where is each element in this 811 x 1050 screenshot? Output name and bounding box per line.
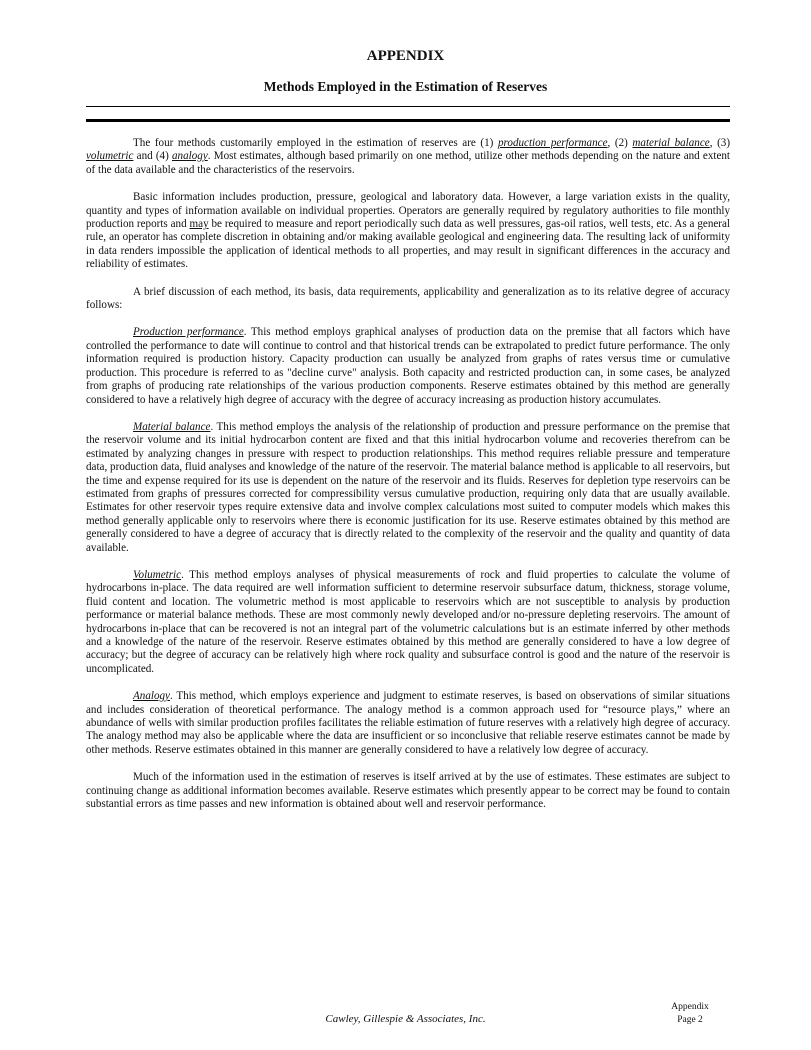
document-body: [86, 137, 730, 825]
text-run: The four methods customarily employed in the estimation of reserves are (1): [133, 137, 498, 149]
text-run: , (3): [709, 137, 731, 149]
footer-page-number: Page 2: [677, 1015, 703, 1025]
text-run: Basic information includes production, pressure, geological and laboratory data. However, a large variation exists in the quality, quantity and types of information available on individual properties. Operators are generally required by regulatory authorities to file monthly production reports and: [86, 191, 730, 231]
paragraph-volumetric: [86, 569, 730, 676]
paragraph-closing: Much of the information used in the estimation of reserves is itself arrived at by the use of estimates. These estimates are subject to continuing change as additional information becomes available. Reserve estimates which presently appear to be correct may be found to contain substantial errors as time passes and new information is obtained about well and reservoir performance.: [86, 771, 730, 811]
text-run: . This method employs graphical analyses of production data on the premise that all factors which have controlled the performance to date will continue to control and that historical trends can be extrapolated to predict future performance. The only information required is production history. Capacity production can usually be analyzed from graphs of rates versus time or cumulative production. This procedure is referred to as "decline curve" analysis. Both capacity and restricted production can, in some cases, be analyzed from graphs of producing rate relationships of the various production components. Reserve estimates obtained by this method are generally considered to have a relatively high degree of accuracy with the degree of accuracy increasing as production history accumulates.: [86, 326, 731, 406]
text-run: . Most estimates, although based primarily on one method, utilize other methods depending on the nature and extent of the data available and the characteristics of the reservoirs.: [86, 150, 731, 176]
footer-company: Cawley, Gillespie & Associates, Inc.: [325, 1013, 486, 1025]
paragraph-basic-information: [86, 191, 730, 271]
section-heading: Volumetric: [133, 568, 182, 581]
header-rule-thin: [86, 106, 730, 107]
footer-section-label: Appendix: [671, 1002, 709, 1012]
text-run: . This method, which employs experience and judgment to estimate reserves, is based on observations of similar situations and includes consideration of theoretical performance. The analogy method is a common approach used for “resource plays,” where an abundance of wells with similar production profiles facilitates the reliable estimation of future reserves with a relatively high degree of accuracy. The analogy method may also be applicable where the data are insufficient or so inconclusive that reliable reserve estimates cannot be made by other methods. Reserve estimates obtained in this manner are generally considered to have a relatively low degree of accuracy.: [86, 690, 730, 756]
text-run: , (2): [607, 137, 633, 149]
text-run: and (4): [133, 150, 172, 163]
footer-page-info: [650, 1001, 730, 1027]
section-heading: Analogy: [133, 690, 170, 703]
paragraph-intro: [86, 137, 730, 177]
section-heading: Production performance: [133, 326, 244, 339]
text-run: be required to measure and report periodically such data as well pressures, gas-oil ratios, well tests, etc. As a general rule, an operator has complete discretion in obtaining and/or making available geological and engineering data. The resulting lack of uniformity in data renders impossible the application of identical methods to all properties, and may result in significant differences in the accuracy and reliability of estimates.: [86, 218, 730, 271]
text-run: . This method employs the analysis of the relationship of production and pressure performance on the premise that the reservoir volume and its initial hydrocarbon content are fixed and that this initial hydrocarbon volume and recoveries therefrom can be estimated by analyzing changes in pressure with respect to production relationships. This method requires reliable pressure and temperature data, production data, fluid analyses and knowledge of the nature of the reservoir. The material balance method is applicable to all reservoirs, but the time and expense required for its use is dependent on the nature of the reservoir and its fluids. Reserves for depletion type reservoirs can be estimated from graphs of pressures corrected for compressibility versus cumulative production, requiring only data that are usually available. Estimates for other reservoir types require extensive data and involve complex calculations most suited to computer models which makes this method generally applicable only to reservoirs where there is economic justification for its use. Reserve estimates obtained by this method are generally considered to have a degree of accuracy that is directly related to the complexity of the reservoir and the quality and quantity of data available.: [86, 420, 731, 554]
term-volumetric: volumetric: [86, 150, 134, 163]
underlined-may: may: [189, 218, 209, 231]
paragraph-brief-discussion: A brief discussion of each method, its basis, data requirements, applicability and generalization as to its relative degree of accuracy follows:: [86, 285, 730, 312]
paragraph-production-performance: [86, 326, 730, 406]
paragraph-analogy: [86, 690, 730, 757]
text-run: . This method employs analyses of physical measurements of rock and fluid properties to calculate the volume of hydrocarbons in-place. The data required are well information sufficient to determine reservoir subsurface datum, thickness, storage volume, fluid content and location. The volumetric method is most applicable to reservoirs which are not susceptible to analysis by production performance or material balance methods. These are most commonly newly developed and/or no-pressure depleting reservoirs. The amount of hydrocarbons in-place that can be recovered is not an integral part of the volumetric calculations but is an estimate inferred by other methods and a knowledge of the nature of the reservoir. Reserve estimates obtained by this method are generally considered to have a low degree of accuracy; but the degree of accuracy can be relatively high where rock quality and subsurface control is good and the nature of the reservoir is uncomplicated.: [86, 568, 730, 675]
header-rule-thick: [86, 119, 730, 122]
term-material-balance: material balance: [632, 137, 710, 149]
paragraph-material-balance: [86, 421, 730, 555]
section-heading: Material balance: [133, 420, 211, 433]
page-title: APPENDIX: [366, 48, 445, 64]
term-production-performance: production performance: [497, 137, 608, 149]
term-analogy: analogy: [172, 150, 208, 163]
page-subtitle: Methods Employed in the Estimation of Reserves: [263, 79, 548, 94]
